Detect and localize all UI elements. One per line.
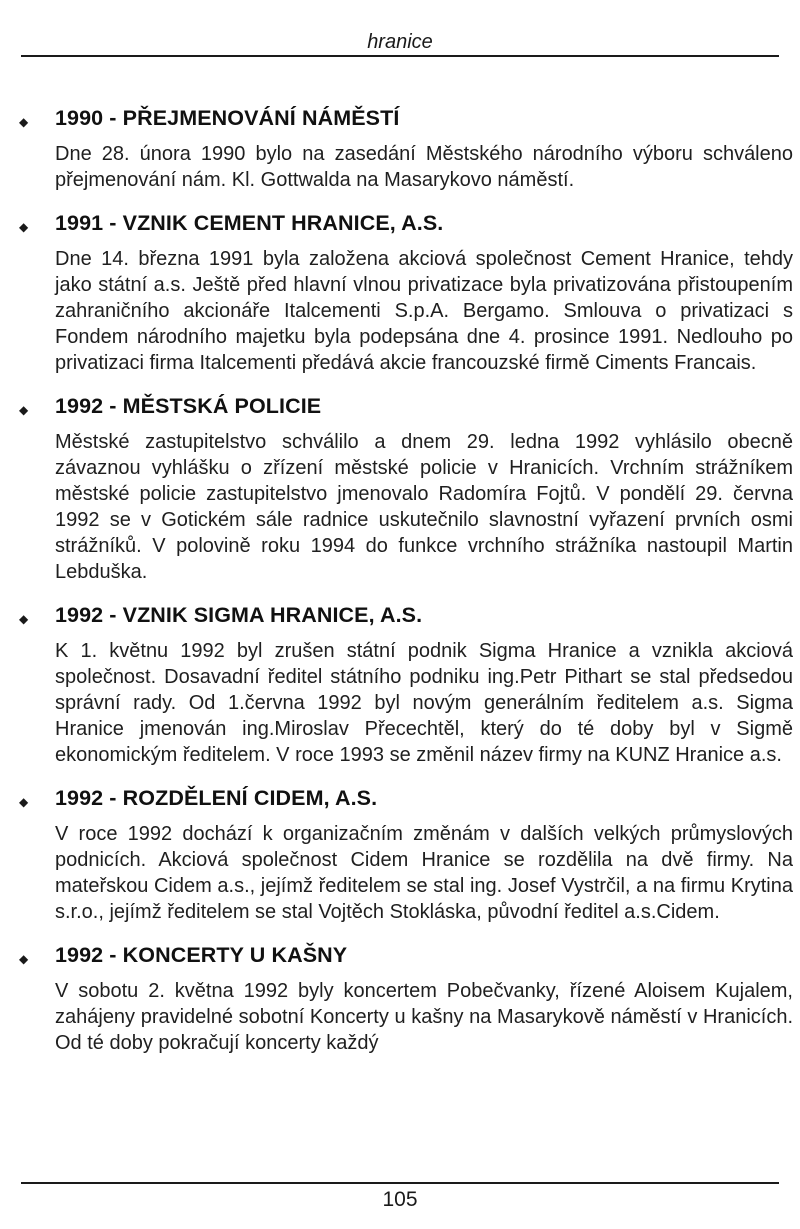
footer-rule — [21, 1182, 779, 1184]
diamond-bullet-icon: ◆ — [19, 952, 29, 966]
diamond-bullet-icon: ◆ — [19, 403, 29, 417]
diamond-bullet-icon: ◆ — [19, 220, 29, 234]
section-body: Dne 28. února 1990 bylo na zasedání Městského národního výboru schváleno přejmenování nám. Kl. Gottwalda na Masarykovo náměstí. — [55, 143, 793, 191]
section-heading: 1992 - VZNIK SIGMA HRANICE, A.S. — [55, 603, 423, 627]
diamond-bullet-icon: ◆ — [19, 115, 29, 129]
section-heading: 1992 - KONCERTY U KAŠNY — [55, 943, 348, 967]
diamond-bullet-icon: ◆ — [19, 612, 29, 626]
section-1990-renaming — [0, 104, 800, 193]
section-body: Městské zastupitelstvo schválilo a dnem 29. ledna 1992 vyhlásilo obecně závaznou vyhlášku o zřízení městské policie v Hranicích. Vrchním strážníkem městské policie zastupitelstvo jmenovalo Radomíra Fojtů. V pondělí 29. června 1992 se v Gotickém sále radnice uskutečnilo slavnostní vyřazení prvních osmi strážníků. V polovině roku 1994 do funkce vrchního strážníka nastoupil Martin Lebduška. — [55, 431, 793, 583]
section-heading: 1992 - MĚSTSKÁ POLICIE — [55, 394, 322, 418]
section-body: V sobotu 2. května 1992 byly koncertem Pobečvanky, řízené Aloisem Kujalem, zahájeny pravidelné sobotní Koncerty u kašny na Masarykově náměstí v Hranicích. Od té doby pokračují koncerty každý — [55, 980, 793, 1054]
section-1992-concerts — [0, 941, 800, 1056]
running-header: hranice — [367, 31, 433, 53]
section-heading: 1991 - VZNIK CEMENT HRANICE, A.S. — [55, 211, 444, 235]
section-body: V roce 1992 dochází k organizačním změnám v dalších velkých průmyslových podnicích. Akciová společnost Cidem Hranice se rozdělila na dvě firmy. Na mateřskou Cidem a.s., jejímž ředitelem se stal ing. Josef Vystrčil, a na firmu Krytina s.r.o., jejímž ředitelem se stal Vojtěch Stokláska, původní ředitel a.s.Cidem. — [55, 823, 793, 923]
section-1991-cement — [0, 209, 800, 376]
section-body: Dne 14. března 1991 byla založena akciová společnost Cement Hranice, tehdy jako státní a.s. Ještě před hlavní vlnou privatizace byla privatizována přistoupením zahraničního akcionáře Italcementi S.p.A. Bergamo. Smlouva o privatizaci s Fondem národního majetku byla podepsána dne 4. prosince 1991. Nedlouho po privatizaci firma Italcementi předává akcie francouzské firmě Ciments Francais. — [55, 248, 793, 374]
section-1992-sigma — [0, 601, 800, 768]
diamond-bullet-icon: ◆ — [19, 795, 29, 809]
page-number: 105 — [382, 1188, 418, 1211]
header-rule — [21, 55, 779, 57]
page-content — [0, 104, 800, 1072]
section-1992-police — [0, 392, 800, 585]
section-heading: 1990 - PŘEJMENOVÁNÍ NÁMĚSTÍ — [55, 106, 400, 130]
section-body: K 1. květnu 1992 byl zrušen státní podnik Sigma Hranice a vznikla akciová společnost. Dosavadní ředitel státního podniku ing.Petr Pithart se stal předsedou správní rady. Od 1.června 1992 byl novým generálním ředitelem a.s. Sigma Hranice jmenován ing.Miroslav Přecechtěl, který do té doby byl v Sigmě ekonomickým ředitelem. V roce 1993 se změnil název firmy na KUNZ Hranice a.s. — [55, 640, 793, 766]
section-1992-cidem — [0, 784, 800, 925]
section-heading: 1992 - ROZDĚLENÍ CIDEM, A.S. — [55, 786, 378, 810]
